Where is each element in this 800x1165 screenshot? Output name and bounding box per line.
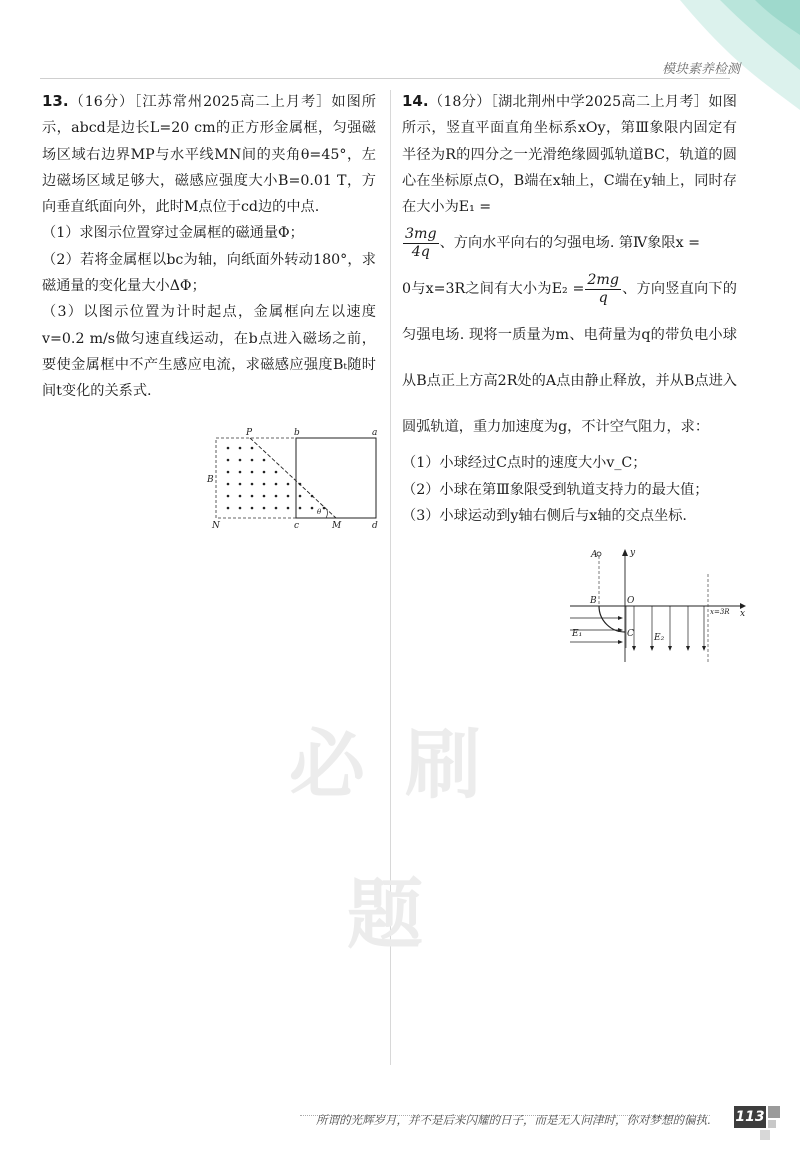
q13-part-3: （3）以图示位置为计时起点，金属框向左以速度v=0.2 m/s做匀速直线运动，在b点进入磁场之前，要使金属框中不产生感应电流，求磁感应强度Bₜ随时间t变化的关系式.: [42, 304, 376, 400]
q14-number: 14.: [402, 92, 429, 110]
q14-stem-paragraph: [402, 88, 737, 220]
label-d: d: [372, 521, 378, 531]
q14-formula-line-1: [402, 220, 737, 266]
question-14: [402, 88, 737, 529]
square-frame: [296, 438, 376, 518]
boundary-MP: [250, 438, 336, 518]
q14-figure-svg: [568, 544, 748, 664]
e2-denominator: q: [598, 289, 608, 306]
q13-part-2: （2）若将金属框以bc为轴，向纸面外转动180°，求磁通量的变化量大小ΔΦ；: [42, 251, 376, 295]
footer-quote: 所谓的光辉岁月，并不是后来闪耀的日子，而是无人问津时，你对梦想的偏执.: [316, 1113, 711, 1127]
watermark: 必刷题: [289, 720, 521, 959]
label-B: B: [590, 596, 597, 606]
label-B: B: [207, 475, 214, 485]
label-A: A: [591, 550, 598, 560]
q14-part-2: （2）小球在第Ⅲ象限受到轨道支持力的最大值；: [402, 481, 709, 498]
q14-formula-line-2: [402, 266, 737, 450]
q14-stem-d: 、方向竖直向下的匀强电场. 现将一质量为m、电荷量为q的带负电小球从B点正上方高2R处的A点由静止释放，并从B点进入圆弧轨道，重力加速度为g，不计空气阻力，求：: [402, 281, 737, 436]
q14-figure: [568, 544, 748, 668]
q14-stem-b: 、方向水平向右的匀强电场. 第Ⅳ象限x =: [439, 235, 700, 252]
header-rule: [40, 78, 730, 79]
q14-stem-c: 0与x=3R之间有大小为E₂ =: [402, 281, 585, 298]
label-M: M: [332, 521, 342, 531]
e2-fraction: [585, 272, 621, 307]
q13-number: 13.: [42, 92, 69, 110]
label-E1: E₁: [572, 629, 583, 639]
label-a: a: [372, 428, 378, 438]
q14-part-3: （3）小球运动到y轴右侧后与x轴的交点坐标.: [402, 508, 687, 525]
field-dots: [227, 447, 326, 510]
q14-part-1: （1）小球经过C点时的速度大小v_C；: [402, 455, 647, 472]
label-P: P: [246, 428, 253, 438]
e1-numerator: 3mg: [405, 225, 437, 242]
label-c: c: [294, 521, 300, 531]
label-theta: θ: [317, 508, 322, 516]
label-x-3R: x=3R: [710, 608, 730, 616]
field-region-outline: [216, 438, 296, 518]
field-E2-arrows: [632, 646, 706, 651]
q13-stem-paragraph: [42, 88, 376, 220]
q14-source: （18分）［湖北荆州中学2025高二上月考］: [428, 94, 709, 110]
section-label: 模块素养检测: [661, 62, 740, 77]
label-C: C: [627, 629, 634, 639]
page-number: 113: [734, 1106, 766, 1128]
label-y: y: [630, 548, 636, 558]
field-E1-arrows: [618, 616, 623, 644]
q13-part-1: （1）求图示位置穿过金属框的磁通量Φ；: [42, 225, 304, 242]
ball-A: [597, 552, 601, 556]
label-N: N: [212, 521, 220, 531]
q13-figure: [206, 424, 386, 538]
label-x: x: [740, 609, 746, 619]
page-number-decoration: [768, 1120, 776, 1128]
label-O: O: [627, 596, 635, 606]
q14-stem-a: 如图所示，竖直平面直角坐标系xOy，第Ⅲ象限内固定有半径为R的四分之一光滑绝缘圆弧轨道BC，轨道的圆心在坐标原点O，B端在x轴上，C端在y轴上，同时存在大小为E₁ =: [402, 94, 737, 216]
q13-stem: 如图所示，abcd是边长L=20 cm的正方形金属框，匀强磁场区域右边界MP与水平线MN间的夹角θ=45°，左边磁场区域足够大，磁感应强度大小B=0.01 T，方向垂直纸面向外，此时M点位于cd边的中点.: [42, 94, 376, 216]
question-13: [42, 88, 376, 405]
e1-denominator: 4q: [411, 243, 430, 260]
e1-fraction: [403, 226, 439, 261]
q13-source: （16分）［江苏常州2025高二上月考］: [68, 94, 332, 110]
field-E2-lines: [634, 606, 704, 646]
label-b: b: [294, 428, 300, 438]
label-E2: E₂: [654, 633, 665, 643]
arc-track-BC: [599, 606, 625, 632]
angle-arc: [326, 510, 327, 518]
q13-figure-svg: [206, 424, 386, 534]
e2-numerator: 2mg: [587, 271, 619, 288]
y-axis-arrow: [622, 549, 628, 556]
page-number-decoration: [768, 1106, 780, 1118]
page-number-decoration: [760, 1130, 770, 1140]
